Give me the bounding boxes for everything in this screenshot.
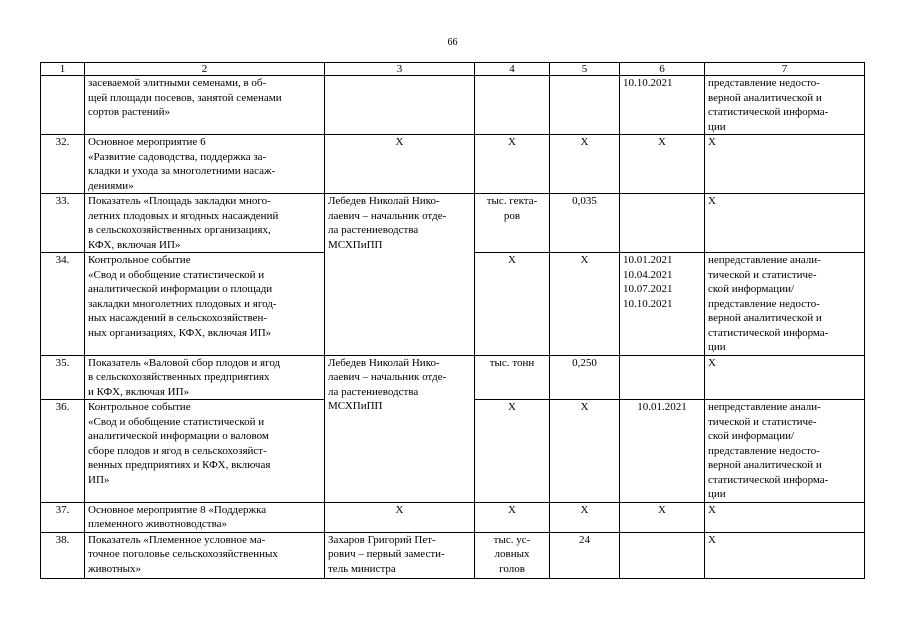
value-cell: 24 — [550, 532, 620, 578]
responsible-line: МСХПиПП — [328, 238, 383, 251]
responsible-line: ла растениеводства — [328, 385, 419, 398]
column-number: 5 — [550, 63, 620, 76]
table-row — [41, 355, 865, 400]
date-line: 10.04.2021 — [623, 268, 673, 281]
column-number: 6 — [620, 63, 705, 76]
row-name-cell — [85, 194, 325, 253]
unit-line: ров — [503, 209, 521, 222]
dates-cell — [620, 532, 705, 578]
table-row — [41, 76, 865, 135]
row-name-line: венных предприятиях и КФХ, включая — [88, 459, 271, 471]
risk-cell — [705, 253, 865, 356]
column-number: 3 — [325, 63, 475, 76]
x-mark: X — [325, 502, 475, 532]
row-name-line: кладки и ухода за многолетними насаж- — [88, 165, 276, 177]
row-name-cell — [85, 355, 325, 400]
row-name-line: ных организациях, КФХ, включая ИП» — [88, 326, 272, 339]
row-name-line: Показатель «Валовой сбор плодов и ягод — [88, 356, 281, 369]
dates-cell — [620, 253, 705, 356]
responsible-line: лаевич – начальник отде- — [328, 209, 447, 222]
row-name-line: «Свод и обобщение статистической и — [88, 415, 265, 428]
x-mark: X — [705, 135, 865, 194]
unit-line: тыс. тонн — [489, 356, 535, 369]
row-name-line: Контрольное событие — [88, 401, 191, 413]
row-number: 32. — [41, 135, 85, 194]
row-name-line: точное поголовье сельскохозяйственных — [88, 548, 278, 560]
row-number: 33. — [41, 194, 85, 253]
unit-line: тыс. ус- — [493, 533, 531, 546]
column-number-row — [41, 63, 865, 76]
unit-cell — [475, 355, 550, 400]
row-name-line: летних плодовых и ягодных насаждений — [88, 209, 279, 222]
risk-line: ции — [708, 341, 726, 353]
risk-line: непредставление анали- — [708, 254, 821, 266]
responsible-line: Лебедев Николай Нико- — [328, 356, 440, 369]
risk-line: представление недосто- — [708, 297, 820, 310]
row-name-line: «Свод и обобщение статистической и — [88, 268, 265, 281]
row-name-line: аналитической информации о валовом — [88, 430, 269, 442]
unit-line: тыс. гекта- — [486, 195, 538, 207]
x-mark: X — [550, 502, 620, 532]
row-name-line: «Развитие садоводства, поддержка за- — [88, 150, 267, 163]
date-line: 10.10.2021 — [623, 77, 673, 89]
unit-cell — [475, 76, 550, 135]
dates-cell — [620, 76, 705, 135]
unit-line: голов — [499, 562, 525, 575]
row-name-line: животных» — [88, 562, 142, 575]
row-number: 34. — [41, 253, 85, 356]
risk-line: тической и статистиче- — [708, 268, 817, 281]
responsible-line: ла растениеводства — [328, 224, 419, 236]
responsible-cell — [325, 532, 475, 578]
x-mark: X — [475, 502, 550, 532]
row-name-line: закладки многолетних плодовых и ягод- — [88, 297, 277, 310]
row-name-cell — [85, 76, 325, 135]
risk-line: ции — [708, 120, 726, 133]
row-name-line: сборе плодов и ягод в сельскохозяйст- — [88, 444, 267, 457]
row-name-line: и КФХ, включая ИП» — [88, 385, 190, 398]
risk-line: ской информации/ — [708, 430, 795, 442]
table-row — [41, 135, 865, 194]
x-mark: X — [620, 135, 705, 194]
row-name-cell — [85, 532, 325, 578]
row-name-line: КФХ, включая ИП» — [88, 238, 181, 251]
row-name-line: засеваемой элитными семенами, в об- — [88, 77, 267, 89]
risk-cell — [705, 76, 865, 135]
unit-cell — [475, 532, 550, 578]
row-name-line: Показатель «Племенное условное ма- — [88, 533, 266, 546]
risk-line: верной аналитической и — [708, 91, 822, 104]
column-number: 2 — [85, 63, 325, 76]
risk-line: ции — [708, 488, 726, 500]
date-line: 10.01.2021 — [637, 401, 687, 413]
row-name-line: аналитической информации о площади — [88, 283, 273, 295]
column-number: 7 — [705, 63, 865, 76]
date-line: 10.01.2021 — [623, 254, 673, 266]
responsible-cell — [325, 194, 475, 356]
row-name-line: дениями» — [88, 179, 134, 192]
row-number: 35. — [41, 355, 85, 400]
responsible-line: Захаров Григорий Пет- — [328, 533, 436, 546]
row-name-line: Показатель «Площадь закладки много- — [88, 195, 271, 207]
risk-line: верной аналитической и — [708, 312, 822, 324]
dates-cell — [620, 355, 705, 400]
table-row — [41, 502, 865, 532]
page-number: 66 — [447, 37, 458, 48]
date-line: 10.10.2021 — [623, 297, 673, 310]
dates-cell — [620, 194, 705, 253]
row-name-cell — [85, 135, 325, 194]
value-cell: 0,250 — [550, 355, 620, 400]
x-mark: X — [475, 253, 550, 356]
row-name-line: ных насаждений в сельскохозяйствен- — [88, 312, 268, 324]
unit-cell — [475, 194, 550, 253]
row-name-cell — [85, 400, 325, 503]
row-name-line: Основное мероприятие 6 — [88, 136, 206, 148]
responsible-line: тель министра — [328, 562, 396, 575]
x-mark: X — [475, 400, 550, 503]
x-mark: X — [550, 253, 620, 356]
x-mark: X — [325, 135, 475, 194]
x-mark: X — [705, 194, 865, 253]
x-mark: X — [550, 135, 620, 194]
column-number: 4 — [475, 63, 550, 76]
risk-line: представление недосто- — [708, 77, 820, 89]
row-number: 38. — [41, 532, 85, 578]
risk-line: представление недосто- — [708, 444, 820, 457]
row-name-line: щей площади посевов, занятой семенами — [88, 91, 282, 104]
dates-cell — [620, 400, 705, 503]
x-mark: X — [705, 355, 865, 400]
x-mark: X — [550, 400, 620, 503]
row-name-line: Контрольное событие — [88, 254, 191, 266]
risk-cell — [705, 400, 865, 503]
value-cell: 0,035 — [550, 194, 620, 253]
risk-line: статистической информа- — [708, 473, 829, 486]
column-number: 1 — [41, 63, 85, 76]
monitoring-table — [40, 62, 865, 579]
row-name-line: в сельскохозяйственных предприятиях — [88, 371, 270, 383]
row-number: 36. — [41, 400, 85, 503]
x-mark: X — [705, 532, 865, 578]
responsible-line: Лебедев Николай Нико- — [328, 195, 440, 207]
row-name-line: Основное мероприятие 8 «Поддержка — [88, 503, 267, 516]
responsible-cell — [325, 76, 475, 135]
row-number — [41, 76, 85, 135]
x-mark: X — [475, 135, 550, 194]
risk-line: статистической информа- — [708, 106, 829, 118]
row-name-cell — [85, 253, 325, 356]
date-line: 10.07.2021 — [623, 283, 673, 295]
responsible-cell — [325, 355, 475, 502]
risk-line: непредставление анали- — [708, 401, 821, 413]
row-name-line: племенного животноводства» — [88, 518, 228, 530]
row-name-cell — [85, 502, 325, 532]
table-row — [41, 532, 865, 578]
risk-line: тической и статистиче- — [708, 415, 817, 428]
x-mark: X — [620, 502, 705, 532]
unit-line: ловных — [494, 548, 530, 560]
responsible-line: лаевич – начальник отде- — [328, 371, 447, 383]
row-name-line: сортов растений» — [88, 106, 170, 118]
value-cell — [550, 76, 620, 135]
responsible-line: МСХПиПП — [328, 400, 383, 412]
table-row — [41, 194, 865, 253]
row-name-line: ИП» — [88, 473, 110, 486]
risk-line: ской информации/ — [708, 283, 795, 295]
row-number: 37. — [41, 502, 85, 532]
x-mark: X — [705, 502, 865, 532]
responsible-line: рович – первый замести- — [328, 548, 445, 560]
risk-line: статистической информа- — [708, 326, 829, 339]
row-name-line: в сельскохозяйственных организациях, — [88, 224, 271, 236]
risk-line: верной аналитической и — [708, 459, 822, 471]
